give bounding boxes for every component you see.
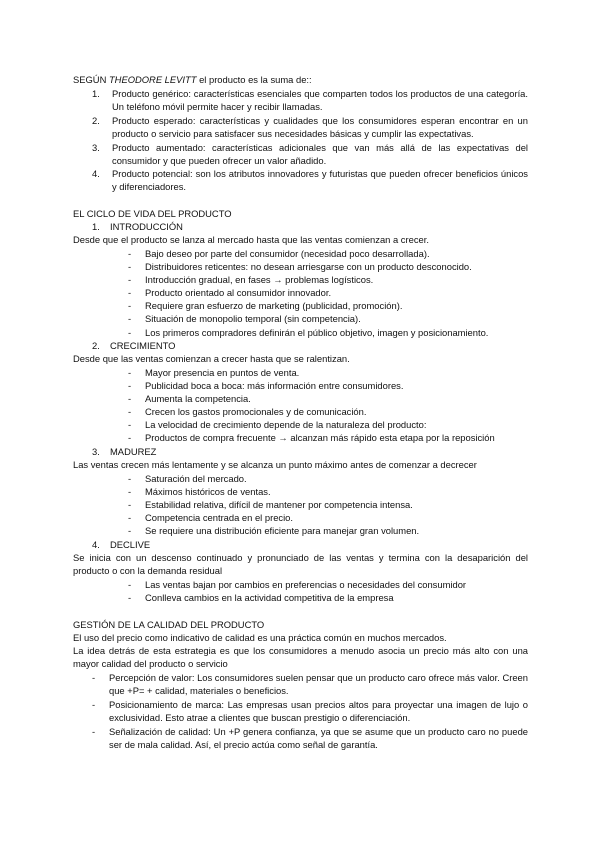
section-title-calidad: GESTIÓN DE LA CALIDAD DEL PRODUCTO <box>73 619 265 630</box>
stage-number: 2. <box>92 340 100 351</box>
stage-name: INTRODUCCIÓN <box>110 221 183 232</box>
document-page: SEGÚN THEODORE LEVITT el producto es la suma de:: 1. Producto genérico: características esenciales que comparten todos los productos de una categoría. Un teléfono móvil permite hacer y recibir llamadas. 2. Producto esperado: características y cualidades que los consumidores esperan encontrar en un producto o servicio para satisfacer sus necesidades básicas y cumplir las expectativas. 3. Producto aumentado: características adicionales que van más allá de las expectativas del consumidor y que pueden ofrecer un valor añadido. 4. Producto potencial: son los atributos innovadores y futuristas que pueden ofrecer beneficios únicos y diferenciadores. EL CICLO DE VIDA DEL PRODUCTO 1. INTRODUCCIÓN Desde que el producto se lanza al mercado hasta que las ventas comienzan a crecer. - Bajo deseo por parte del consumidor (necesidad poco desarrollada). - Distribuidores reticentes: no desean arriesgarse con un producto desconocido. - Introducción gradual, en fases → problemas logísticos. - Producto orientado al consumidor innovador. - Requiere gran esfuerzo de marketing (publicidad, promoción). - Situación de monopolio temporal (sin competencia). - Los primeros compradores definirán el público objetivo, imagen y posicionamiento. 2. CRECIMIENTO Desde que las ventas comienzan a crecer hasta que se ralentizan. - Mayor presencia en puntos de venta. - Publicidad boca a boca: más información entre consumidores. - Aumenta la competencia. - Crecen los gastos promocionales y de comunicación. - La velocidad de crecimiento depende de la naturaleza del producto: - Productos de compra frecuente → alcanzan más rápido esta etapa por la reposición 3. MADUREZ Las ventas crecen más lentamente y se alcanza un punto máximo antes de comenzar a decrecer - Saturación del mercado. - Máximos históricos de ventas. - Estabilidad relativa, difícil de mantener por competencia intensa. - Competencia centrada en el precio. - Se requiere una distribución eficiente para manejar gran volumen. 4. DECLIVE Se inicia con un descenso continuado y pronunciado de las ventas y termina con la desaparición del producto o con la demanda residual - Las ventas bajan por cambios en preferencias o necesidades del consumidor - Conlleva cambios en la actividad competitiva de la empresa GESTIÓN DE LA CALIDAD DEL PRODUCTO El uso del precio como indicativo de calidad es una práctica común en muchos mercados. La idea detrás de esta estrategia es que los consumidores a menudo asocia un precio más alto con una mayor calidad del producto o servicio - Percepción de valor: Los consumidores suelen pensar que un producto caro ofrece más valor. Creen que +P= + calidad, materiales o beneficios. - Posicionamiento de marca: Las empresas usan precios altos para proyectar una imagen de lujo o exclusividad. Esto atrae a clientes que buscan prestigio o diferenciación. - Señalización de calidad: Un +P genera confianza, ya que se asume que un producto caro no puede ser de mala calidad. Así, el precio actúa como señal de garantía. <box>0 0 600 848</box>
bullet-text: Situación de monopolio temporal (sin competencia). <box>145 313 361 324</box>
item-number: 2. <box>92 115 100 126</box>
stage-name: CRECIMIENTO <box>110 340 176 351</box>
stage-number: 4. <box>92 539 100 550</box>
bullet-text: Aumenta la competencia. <box>145 393 251 404</box>
bullet-text: Requiere gran esfuerzo de marketing (publicidad, promoción). <box>145 300 403 311</box>
section-title-ciclo: EL CICLO DE VIDA DEL PRODUCTO <box>73 208 232 219</box>
stage-name: MADUREZ <box>110 446 157 457</box>
stage-description: Las ventas crecen más lentamente y se alcanza un punto máximo antes de comenzar a decrecer <box>73 459 477 470</box>
bullet-text: Estabilidad relativa, difícil de mantener por competencia intensa. <box>145 499 413 510</box>
bullet-text: Bajo deseo por parte del consumidor (necesidad poco desarrollada). <box>145 248 430 259</box>
calidad-paragraph: El uso del precio como indicativo de calidad es una práctica común en muchos mercados. <box>73 632 447 643</box>
stage-description: Desde que el producto se lanza al mercado hasta que las ventas comienzan a crecer. <box>73 234 429 245</box>
item-number: 3. <box>92 142 100 153</box>
levitt-intro <box>73 73 533 86</box>
intro-suffix: el producto es la suma de:: <box>196 74 312 85</box>
bullet-text: Saturación del mercado. <box>145 473 247 484</box>
intro-author: THEODORE LEVITT <box>108 74 197 85</box>
item-text: Producto esperado: características y cualidades que los consumidores esperan encontrar en un producto o servicio para satisfacer sus necesidades básicas y cumplir las expectativas. <box>112 115 528 140</box>
item-text: Producto potencial: son los atributos innovadores y futuristas que pueden ofrecer beneficios únicos y diferenciadores. <box>112 168 528 193</box>
item-text: Producto aumentado: características adicionales que van más allá de las expectativas del consumidor y que pueden ofrecer un valor añadido. <box>112 142 528 167</box>
item-text: Producto genérico: características esenciales que comparten todos los productos de una categoría. Un teléfono móvil permite hacer y recibir llamadas. <box>112 88 528 113</box>
bullet-text: Máximos históricos de ventas. <box>145 486 271 497</box>
bullet-text: Señalización de calidad: Un +P genera confianza, ya que se asume que un producto caro no puede ser de mala calidad. Así, el precio actúa como señal de garantía. <box>109 726 528 751</box>
bullet-text: Introducción gradual, en fases → problemas logísticos. <box>145 274 374 285</box>
bullet-text: Crecen los gastos promocionales y de comunicación. <box>145 406 367 417</box>
stage-number: 1. <box>92 221 100 232</box>
stage-number: 3. <box>92 446 100 457</box>
stage-description: Se inicia con un descenso continuado y pronunciado de las ventas y termina con la desaparición del producto o con la demanda residual <box>73 552 528 577</box>
bullet-text: Producto orientado al consumidor innovador. <box>145 287 332 298</box>
calidad-paragraph: La idea detrás de esta estrategia es que los consumidores a menudo asocia un precio más alto con una mayor calidad del producto o servicio <box>73 645 528 670</box>
bullet-text: Percepción de valor: Los consumidores suelen pensar que un producto caro ofrece más valor. Creen que +P= + calidad, materiales o beneficios. <box>109 672 528 697</box>
bullet-text: Las ventas bajan por cambios en preferencias o necesidades del consumidor <box>145 579 467 590</box>
bullet-text: Se requiere una distribución eficiente para manejar gran volumen. <box>145 525 420 536</box>
stage-name: DECLIVE <box>110 539 151 550</box>
bullet-text: Los primeros compradores definirán el público objetivo, imagen y posicionamiento. <box>145 327 489 338</box>
bullet-text: Conlleva cambios en la actividad competitiva de la empresa <box>145 592 394 603</box>
bullet-text: Posicionamiento de marca: Las empresas usan precios altos para proyectar una imagen de lujo o exclusividad. Esto atrae a clientes que buscan prestigio o diferenciación. <box>109 699 528 724</box>
item-number: 1. <box>92 88 100 99</box>
bullet-text: Competencia centrada en el precio. <box>145 512 294 523</box>
item-number: 4. <box>92 168 100 179</box>
bullet-text: La velocidad de crecimiento depende de la naturaleza del producto: <box>145 419 427 430</box>
intro-prefix: SEGÚN <box>73 74 109 85</box>
bullet-text: Mayor presencia en puntos de venta. <box>145 367 300 378</box>
bullet-text: Distribuidores reticentes: no desean arriesgarse con un producto desconocido. <box>145 261 472 272</box>
stage-description: Desde que las ventas comienzan a crecer hasta que se ralentizan. <box>73 353 350 364</box>
bullet-text: Publicidad boca a boca: más información entre consumidores. <box>145 380 404 391</box>
bullet-text: Productos de compra frecuente → alcanzan más rápido esta etapa por la reposición <box>145 432 495 443</box>
